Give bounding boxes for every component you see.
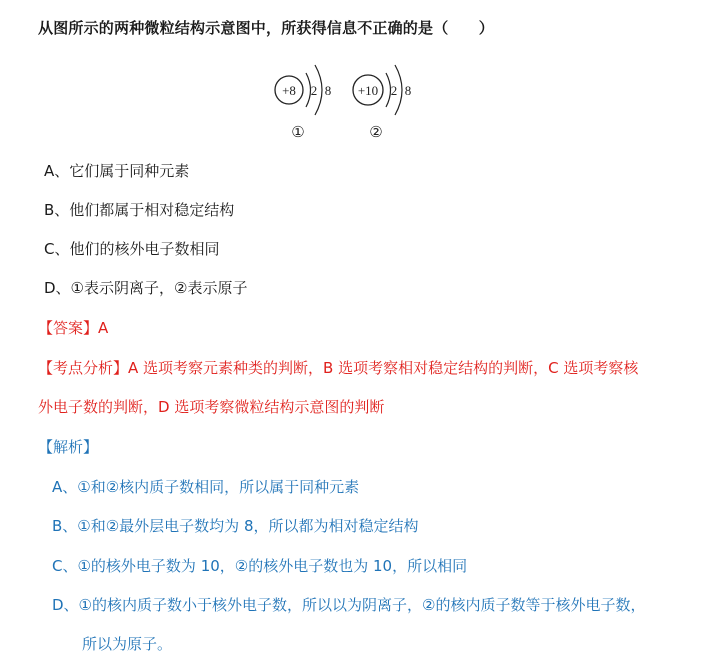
explanation-item-a: A、①和②核内质子数相同，所以属于同种元素 — [52, 478, 360, 496]
explanation-item-c: C、①的核外电子数为 10，②的核外电子数也为 10，所以相同 — [52, 557, 468, 575]
option-c: C、他们的核外电子数相同 — [44, 240, 220, 258]
option-a: A、它们属于同种元素 — [44, 162, 190, 180]
question-text: 从图所示的两种微粒结构示意图中，所获得信息不正确的是（ ） — [38, 19, 495, 37]
particle-1-label: ① — [291, 123, 305, 141]
explanation-item-d-continuation: 所以为原子。 — [82, 635, 173, 653]
particle-1-nucleus-charge: +8 — [282, 83, 296, 98]
option-b: B、他们都属于相对稳定结构 — [44, 201, 235, 219]
explanation-item-d: D、①的核内质子数小于核外电子数，所以以为阴离子，②的核内质子数等于核外电子数， — [52, 596, 646, 614]
explanation-heading: 【解析】 — [38, 438, 99, 456]
option-d: D、①表示阴离子，②表示原子 — [44, 279, 248, 297]
particle-2-shell-1-electrons: 2 — [390, 83, 398, 98]
analysis-line-2: 外电子数的判断，D 选项考察微粒结构示意图的判断 — [38, 398, 385, 416]
particle-structure-diagram — [268, 55, 428, 147]
particle-1 — [275, 65, 331, 141]
particle-2 — [353, 65, 411, 141]
particle-2-label: ② — [369, 123, 383, 141]
particle-1-shell-1-electrons: 2 — [310, 83, 318, 98]
particle-2-shell-2-electrons: 8 — [404, 83, 412, 98]
answer-line: 【答案】A — [38, 319, 109, 337]
particle-1-shell-2-electrons: 8 — [324, 83, 332, 98]
particle-2-nucleus-charge: +10 — [357, 83, 379, 98]
explanation-item-b: B、①和②最外层电子数均为 8，所以都为相对稳定结构 — [52, 517, 419, 535]
analysis-line-1: 【考点分析】A 选项考察元素种类的判断，B 选项考察相对稳定结构的判断，C 选项考察核 — [38, 359, 639, 377]
